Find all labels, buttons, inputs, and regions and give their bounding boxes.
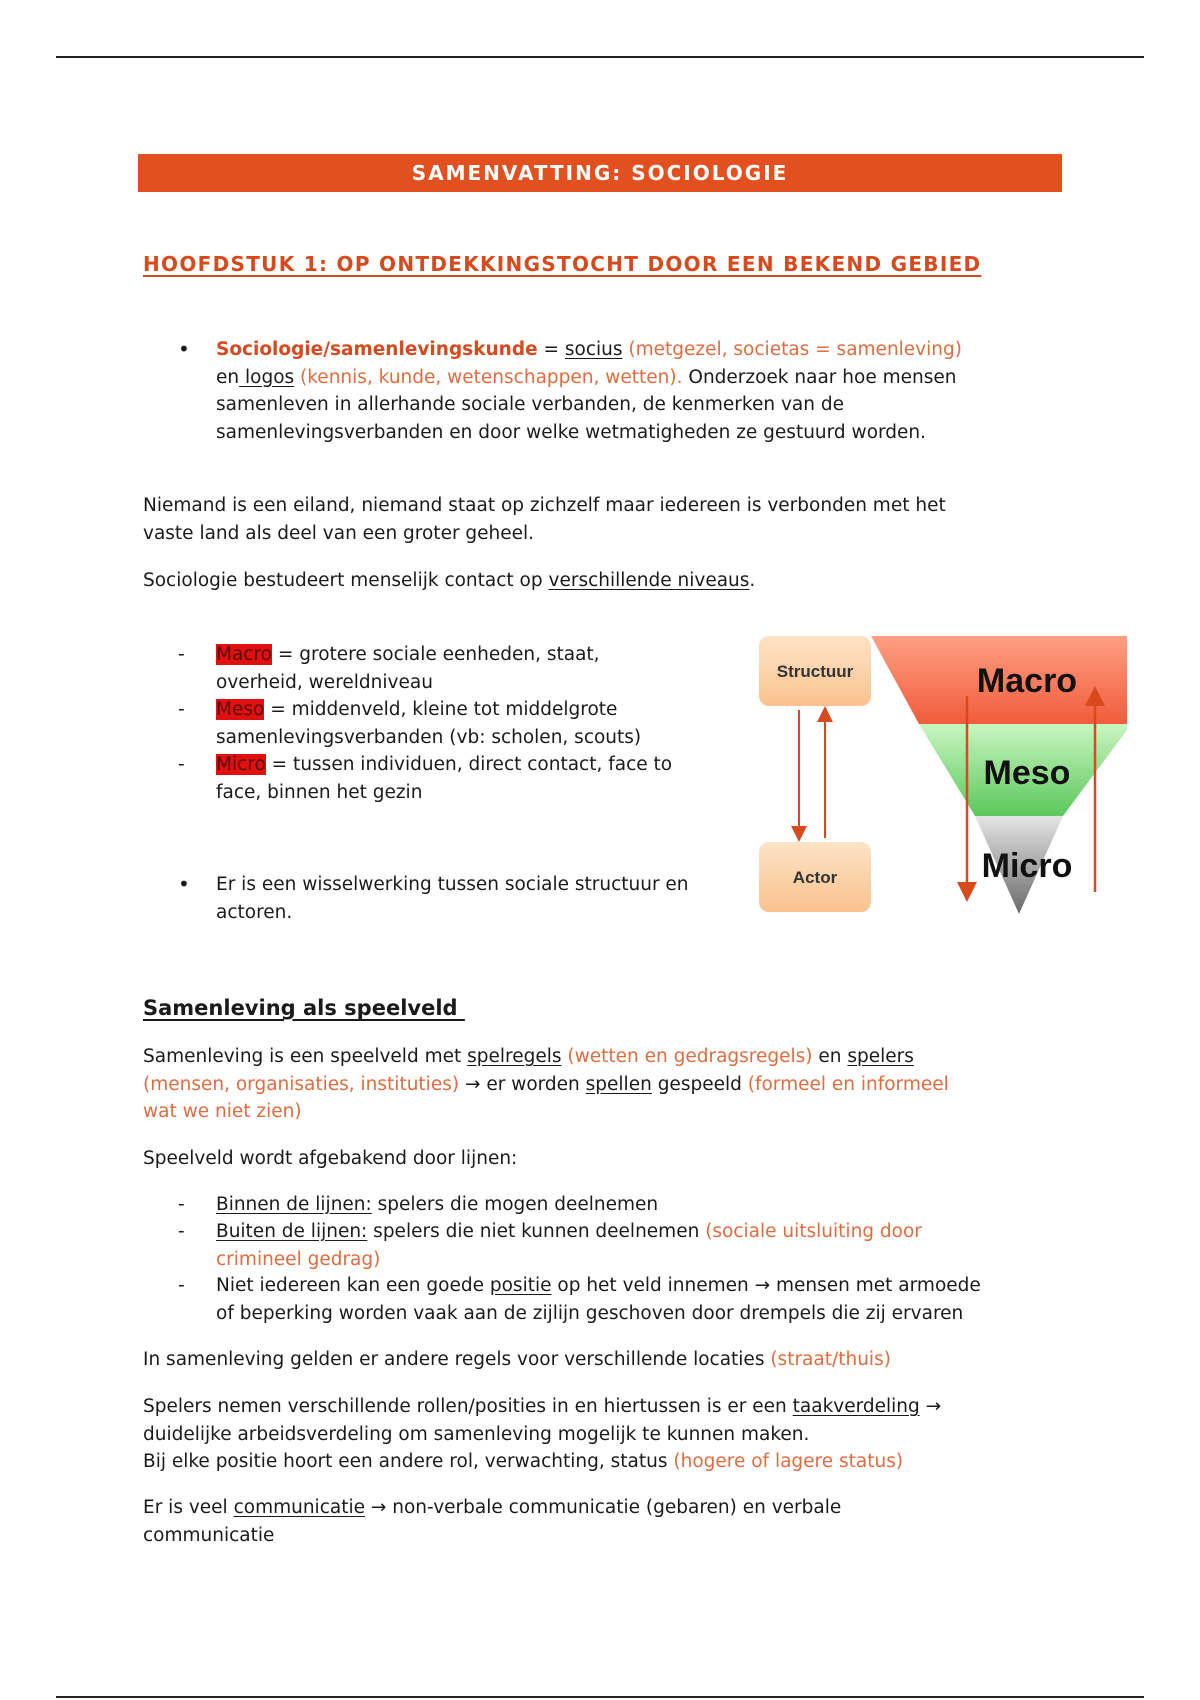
level-item-macro [216, 641, 600, 696]
lijnen-item-binnen [216, 1191, 658, 1219]
wisselwerking-line2: actoren. [216, 901, 293, 923]
structuur-label: Structuur [776, 662, 854, 681]
level-text-2: samenlevingsverbanden (vb: scholen, scouts) [216, 726, 642, 748]
lijnen-item-positie [216, 1272, 981, 1327]
spelers-word: spelers [847, 1046, 914, 1067]
text-line2: duidelijke arbeidsverdeling om samenleving mogelijk te kunnen maken. [143, 1423, 810, 1445]
macro-label: Macro [976, 662, 1078, 700]
text: → non-verbale communicatie (gebaren) en verbale [364, 1497, 842, 1518]
buiten-text: spelers die niet kunnen deelnemen [367, 1221, 706, 1242]
text-line2: of beperking worden vaak aan de zijlijn geschoven door drempels die zij ervaren [216, 1302, 964, 1324]
socius-note: (metgezel, societas = samenleving) [622, 339, 962, 360]
wisselwerking-bullet [216, 871, 689, 926]
regels-paragraph [143, 1346, 891, 1374]
niemand-line1: Niemand is een eiland, niemand staat op zichzelf maar iedereen is verbonden met het [143, 495, 946, 516]
niveaus-text: Sociologie bestudeert menselijk contact op [143, 570, 549, 591]
level-text: = middenveld, kleine tot middelgrote [264, 699, 618, 720]
text: gespeeld [651, 1073, 748, 1095]
definition-rest: Onderzoek naar hoe mensen [682, 366, 957, 388]
niveaus-paragraph [143, 567, 1083, 595]
level-tag: Meso [216, 699, 265, 720]
note: (straat/thuis) [770, 1349, 891, 1370]
logos-word: logos [239, 366, 295, 388]
term: Sociologie/samenlevingskunde [216, 339, 538, 360]
niveaus-link: verschillende niveaus [548, 570, 750, 591]
spelregels-word: spelregels [467, 1046, 562, 1067]
actor-label: Actor [792, 868, 838, 887]
section-heading: Samenleving als speelveld [143, 996, 465, 1020]
niveaus-end: . [749, 570, 756, 591]
level-item-micro [216, 751, 672, 806]
spellen-word: spellen [585, 1073, 652, 1095]
niemand-paragraph [143, 492, 1083, 547]
communicatie-word: communicatie [233, 1497, 365, 1518]
text: → er worden [459, 1073, 586, 1095]
definition-line2: samenleven in allerhande sociale verbanden, de kenmerken van de [216, 394, 844, 415]
logos-note: (kennis, kunde, wetenschappen, wetten). [294, 366, 683, 388]
note: (wetten en gedragsregels) [561, 1046, 813, 1067]
text: → [919, 1396, 942, 1417]
top-rule [56, 56, 1144, 58]
level-item-meso [216, 696, 641, 751]
text: Spelers nemen verschillende rollen/posities in en hiertussen is er een [143, 1396, 793, 1417]
note-line: crimineel gedrag) [216, 1248, 381, 1270]
positie-word: positie [489, 1275, 552, 1296]
level-text-2: face, binnen het gezin [216, 781, 423, 803]
levels-diagram [757, 630, 1127, 920]
wisselwerking-line1: • Er is een wisselwerking tussen sociale structuur en [216, 874, 689, 895]
text: op het veld innemen → mensen met armoede [551, 1275, 981, 1296]
communicatie-paragraph [143, 1494, 1103, 1549]
level-text: = tussen individuen, direct contact, face to [265, 754, 673, 775]
lijnen-intro: Speelveld wordt afgebakend door lijnen: [143, 1148, 518, 1169]
text: Niet iedereen kan een goede [216, 1275, 490, 1296]
meso-label: Meso [983, 754, 1071, 792]
level-text: = grotere sociale eenheden, staat, [272, 644, 600, 665]
note: (formeel en informeel [747, 1073, 949, 1095]
binnen-label: Binnen de lijnen: [216, 1194, 372, 1215]
lijnen-item-buiten [216, 1218, 922, 1273]
buiten-label: Buiten de lijnen: [216, 1221, 368, 1242]
level-text-2: overheid, wereldniveau [216, 671, 433, 693]
text-line2: communicatie [143, 1524, 275, 1546]
level-tag: Micro [216, 754, 266, 775]
text: In samenleving gelden er andere regels voor verschillende locaties [143, 1349, 771, 1370]
text-line3: Bij elke positie hoort een andere rol, verwachting, status [143, 1451, 674, 1472]
definition-bullet [216, 336, 1076, 446]
note: (hogere of lagere status) [673, 1451, 904, 1472]
text: en [812, 1046, 848, 1067]
rollen-paragraph [143, 1393, 1103, 1476]
document-banner: SAMENVATTING: SOCIOLOGIE [138, 154, 1062, 192]
bottom-rule [56, 1696, 1144, 1698]
text: Samenleving is een speelveld met [143, 1046, 468, 1067]
equals: = [537, 339, 565, 360]
binnen-text: spelers die mogen deelnemen [371, 1194, 659, 1215]
en-word: en [216, 366, 240, 388]
note: (mensen, organisaties, instituties) [143, 1073, 460, 1095]
taakverdeling-word: taakverdeling [792, 1396, 920, 1417]
chapter-heading: HOOFDSTUK 1: OP ONTDEKKINGSTOCHT DOOR EEN BEKEND GEBIED [143, 252, 982, 276]
micro-label: Micro [981, 847, 1073, 885]
text: Er is veel [143, 1497, 234, 1518]
speelveld-paragraph [143, 1043, 1083, 1126]
definition-line3: samenlevingsverbanden en door welke wetmatigheden ze gestuurd worden. [216, 421, 927, 443]
note-line: wat we niet zien) [143, 1101, 302, 1122]
niemand-line2: vaste land als deel van een groter geheel. [143, 522, 535, 544]
note: (sociale uitsluiting door [705, 1221, 922, 1242]
level-tag: Macro [216, 644, 272, 665]
socius-word: socius [564, 339, 623, 360]
